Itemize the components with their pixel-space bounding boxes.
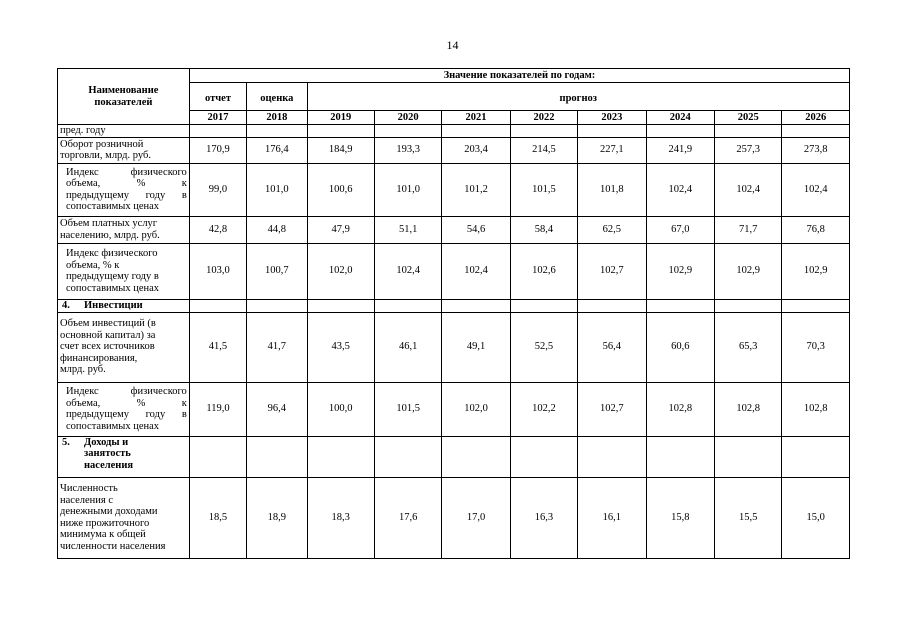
value-cell: 102,0 — [307, 243, 374, 299]
value-cell: 18,9 — [247, 477, 307, 558]
value-cell — [247, 299, 307, 312]
row-label-line: численности населения — [60, 540, 166, 552]
value-cell — [715, 436, 782, 477]
value-cell: 43,5 — [307, 312, 374, 382]
forecast-header: прогноз — [307, 83, 849, 111]
row-label-line: Объем платных услуг — [60, 218, 158, 229]
year-header: 2025 — [715, 111, 782, 125]
value-cell — [715, 299, 782, 312]
year-header: 2019 — [307, 111, 374, 125]
value-cell: 18,3 — [307, 477, 374, 558]
value-cell — [646, 299, 714, 312]
name-column-header — [58, 69, 190, 125]
value-cell: 41,7 — [247, 312, 307, 382]
value-cell: 41,5 — [189, 312, 246, 382]
row-label-line: предыдущему году в — [66, 189, 187, 201]
value-cell: 100,6 — [307, 163, 374, 216]
value-cell: 62,5 — [578, 216, 646, 243]
year-header: 2021 — [442, 111, 510, 125]
value-cell — [442, 125, 510, 138]
row-label — [58, 163, 190, 216]
value-cell: 102,8 — [646, 382, 714, 436]
section-row — [58, 299, 850, 312]
table-row — [58, 312, 850, 382]
row-label — [58, 243, 190, 299]
value-cell: 70,3 — [782, 312, 850, 382]
value-cell — [442, 299, 510, 312]
value-cell — [578, 299, 646, 312]
value-cell: 96,4 — [247, 382, 307, 436]
page-number: 14 — [446, 38, 459, 52]
values-title: Значение показателей по годам: — [189, 69, 849, 83]
row-label-line: населения с — [60, 494, 113, 506]
value-cell: 15,5 — [715, 477, 782, 558]
value-cell: 15,0 — [782, 477, 850, 558]
value-cell: 102,2 — [510, 382, 577, 436]
row-label-line: сопоставимых ценах — [66, 282, 160, 294]
table-row — [58, 477, 850, 558]
value-cell: 176,4 — [247, 137, 307, 163]
value-cell: 101,2 — [442, 163, 510, 216]
value-cell: 54,6 — [442, 216, 510, 243]
section-row — [58, 436, 850, 477]
row-label — [58, 382, 190, 436]
row-label-line: Индекс физического — [66, 248, 158, 259]
section-heading — [58, 299, 190, 312]
value-cell: 42,8 — [189, 216, 246, 243]
value-cell: 184,9 — [307, 137, 374, 163]
value-cell: 15,8 — [646, 477, 714, 558]
value-cell — [646, 436, 714, 477]
row-label-line: торговли, млрд. руб. — [60, 150, 151, 161]
table-row — [58, 163, 850, 216]
value-cell: 102,0 — [442, 382, 510, 436]
row-label-line: объема, % к — [66, 259, 120, 271]
value-cell: 102,9 — [646, 243, 714, 299]
value-cell: 65,3 — [715, 312, 782, 382]
row-label-line: объема, % к — [66, 178, 187, 189]
value-cell: 103,0 — [189, 243, 246, 299]
year-header: 2017 — [189, 111, 246, 125]
name-header-line-2: показателей — [94, 96, 153, 108]
value-cell: 60,6 — [646, 312, 714, 382]
value-cell — [247, 125, 307, 138]
value-cell: 214,5 — [510, 137, 577, 163]
value-cell — [442, 436, 510, 477]
section-number: 5. — [62, 436, 70, 448]
value-cell — [782, 299, 850, 312]
row-label-line: Численность — [60, 483, 118, 494]
table-row — [58, 382, 850, 436]
section-title-line: населения — [84, 459, 134, 471]
section-title-line: занятость — [84, 448, 131, 459]
value-cell — [510, 125, 577, 138]
value-cell: 102,8 — [715, 382, 782, 436]
value-cell: 18,5 — [189, 477, 246, 558]
estimate-header: оценка — [247, 83, 307, 111]
row-label-line: населению, млрд. руб. — [60, 229, 160, 241]
indicators-table — [57, 68, 850, 559]
value-cell: 102,4 — [646, 163, 714, 216]
table-row — [58, 137, 850, 163]
value-cell — [715, 125, 782, 138]
value-cell: 257,3 — [715, 137, 782, 163]
value-cell — [578, 125, 646, 138]
value-cell: 101,5 — [510, 163, 577, 216]
value-cell — [374, 125, 441, 138]
value-cell: 241,9 — [646, 137, 714, 163]
value-cell: 17,6 — [374, 477, 441, 558]
row-label — [58, 477, 190, 558]
value-cell — [782, 436, 850, 477]
value-cell: 16,3 — [510, 477, 577, 558]
value-cell: 102,8 — [782, 382, 850, 436]
value-cell: 102,9 — [782, 243, 850, 299]
year-header: 2024 — [646, 111, 714, 125]
value-cell: 46,1 — [374, 312, 441, 382]
section-number: 4. — [62, 299, 70, 311]
section-title-line: Доходы и — [84, 436, 129, 448]
value-cell: 102,4 — [374, 243, 441, 299]
value-cell — [510, 436, 577, 477]
value-cell: 47,9 — [307, 216, 374, 243]
value-cell: 101,5 — [374, 382, 441, 436]
value-cell: 49,1 — [442, 312, 510, 382]
value-cell — [189, 125, 246, 138]
value-cell: 102,9 — [715, 243, 782, 299]
section-title: Инвестиции — [84, 299, 143, 311]
row-label-line: Оборот розничной — [60, 138, 144, 150]
value-cell: 44,8 — [247, 216, 307, 243]
row-label-line: сопоставимых ценах — [66, 201, 160, 212]
value-cell: 193,3 — [374, 137, 441, 163]
year-header: 2023 — [578, 111, 646, 125]
value-cell — [307, 299, 374, 312]
value-cell: 67,0 — [646, 216, 714, 243]
table-row — [58, 243, 850, 299]
row-label-line: денежными доходами — [60, 506, 158, 517]
year-header: 2022 — [510, 111, 577, 125]
row-label-line: финансирования, — [60, 352, 138, 364]
value-cell: 273,8 — [782, 137, 850, 163]
value-cell — [646, 125, 714, 138]
value-cell — [189, 436, 246, 477]
value-cell: 227,1 — [578, 137, 646, 163]
value-cell — [510, 299, 577, 312]
row-label-line: сопоставимых ценах — [66, 420, 160, 432]
row-label-line: ниже прожиточного — [60, 517, 150, 529]
value-cell — [189, 299, 246, 312]
year-header: 2026 — [782, 111, 850, 125]
value-cell: 102,7 — [578, 243, 646, 299]
value-cell: 170,9 — [189, 137, 246, 163]
value-cell — [782, 125, 850, 138]
value-cell: 102,6 — [510, 243, 577, 299]
value-cell: 102,4 — [442, 243, 510, 299]
table-row — [58, 216, 850, 243]
section-heading — [58, 436, 190, 477]
value-cell: 102,7 — [578, 382, 646, 436]
table-row — [58, 125, 850, 138]
row-label-line: основной капитал) за — [60, 329, 156, 341]
value-cell: 102,4 — [782, 163, 850, 216]
value-cell: 76,8 — [782, 216, 850, 243]
row-label — [58, 125, 190, 138]
row-label-line: минимума к общей — [60, 529, 146, 540]
value-cell: 100,7 — [247, 243, 307, 299]
value-cell: 100,0 — [307, 382, 374, 436]
row-label — [58, 312, 190, 382]
row-label-line: млрд. руб. — [60, 364, 106, 376]
value-cell: 101,0 — [374, 163, 441, 216]
value-cell: 99,0 — [189, 163, 246, 216]
value-cell — [307, 436, 374, 477]
row-label-line: Индекс физического — [66, 166, 187, 178]
row-label-line: Объем инвестиций (в — [60, 318, 156, 330]
value-cell — [374, 299, 441, 312]
row-label-line: счет всех источников — [60, 341, 155, 353]
value-cell: 203,4 — [442, 137, 510, 163]
row-label — [58, 216, 190, 243]
year-header: 2020 — [374, 111, 441, 125]
value-cell: 102,4 — [715, 163, 782, 216]
value-cell: 58,4 — [510, 216, 577, 243]
value-cell: 101,8 — [578, 163, 646, 216]
year-header: 2018 — [247, 111, 307, 125]
value-cell — [578, 436, 646, 477]
row-label-line: объема, % к — [66, 397, 187, 409]
report-header: отчет — [189, 83, 246, 111]
row-label-line: пред. году — [60, 125, 106, 136]
header-row-title — [58, 69, 850, 83]
row-label — [58, 137, 190, 163]
value-cell: 16,1 — [578, 477, 646, 558]
value-cell: 101,0 — [247, 163, 307, 216]
value-cell — [307, 125, 374, 138]
name-header-line-1: Наименование — [88, 85, 159, 96]
row-label-line: Индекс физического — [66, 386, 187, 397]
value-cell — [247, 436, 307, 477]
value-cell: 17,0 — [442, 477, 510, 558]
value-cell: 71,7 — [715, 216, 782, 243]
value-cell: 119,0 — [189, 382, 246, 436]
row-label-line: предыдущему году в — [66, 409, 187, 420]
value-cell: 51,1 — [374, 216, 441, 243]
value-cell: 52,5 — [510, 312, 577, 382]
row-label-line: предыдущему году в — [66, 271, 159, 282]
value-cell: 56,4 — [578, 312, 646, 382]
value-cell — [374, 436, 441, 477]
